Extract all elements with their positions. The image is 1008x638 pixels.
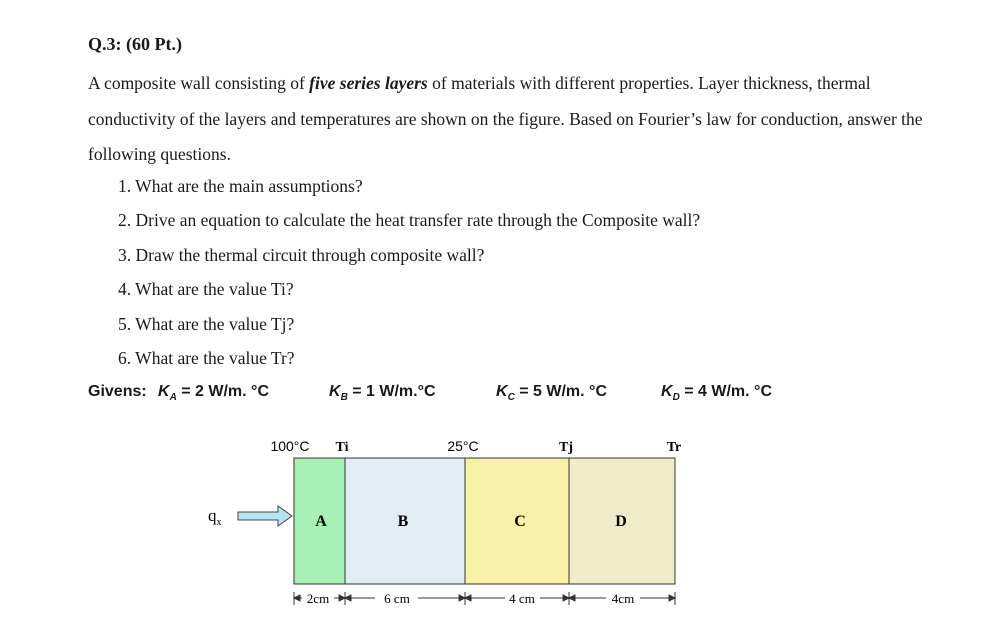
question-heading: Q.3: (60 Pt.): [88, 34, 182, 54]
heat-flux-arrow-icon: [238, 506, 292, 526]
layer-a-label: A: [315, 513, 327, 530]
layer-d-label: D: [615, 513, 627, 530]
question-item-5: 5. What are the value Tj?: [118, 313, 295, 334]
question-item-3: 3. Draw the thermal circuit through composite wall?: [118, 244, 485, 265]
dim-c-label: 4 cm: [509, 591, 535, 606]
intro-text-start: A composite wall consisting of: [88, 73, 310, 93]
layer-c-label: C: [514, 513, 526, 530]
heat-flux-label: $q_x$: [208, 506, 222, 528]
temp-left-label: 100°C: [270, 438, 310, 454]
question-item-2: 2. Drive an equation to calculate the heat transfer rate through the Composite wall?: [118, 210, 701, 231]
intro-text-end: of materials with different properties. Layer thickness, thermal conductivity of the layers and temperatures are shown on the figure. Based on Fourier’s law for conduction, answer the following questions.: [88, 73, 923, 164]
dim-a-label: 2cm: [306, 591, 330, 606]
layer-b-label: B: [397, 513, 409, 530]
question-item-4: 4. What are the value Ti?: [118, 279, 294, 300]
given-kb: $K_B = 1$ W/m.°C: [329, 383, 436, 404]
given-ka: $K_A = 2$ W/m. °C: [158, 383, 269, 404]
question-item-6: 6. What are the value Tr?: [118, 347, 295, 368]
givens-label: Givens:: [88, 383, 147, 400]
given-kc: $K_C = 5$ W/m. °C: [496, 383, 607, 404]
temp-mid-label: 25°C: [447, 438, 479, 454]
question-item-1: 1. What are the main assumptions?: [118, 176, 363, 196]
dim-b-label: 6 cm: [384, 591, 410, 606]
temp-ti-label: Ti: [335, 440, 349, 455]
temp-tj-label: Tj: [559, 440, 573, 455]
given-kd: $K_D = 4$ W/m. °C: [661, 383, 772, 404]
temp-tr-label: Tr: [666, 440, 682, 455]
dim-d-label: 4cm: [611, 591, 635, 606]
intro-emphasis: five series layers: [309, 73, 428, 93]
